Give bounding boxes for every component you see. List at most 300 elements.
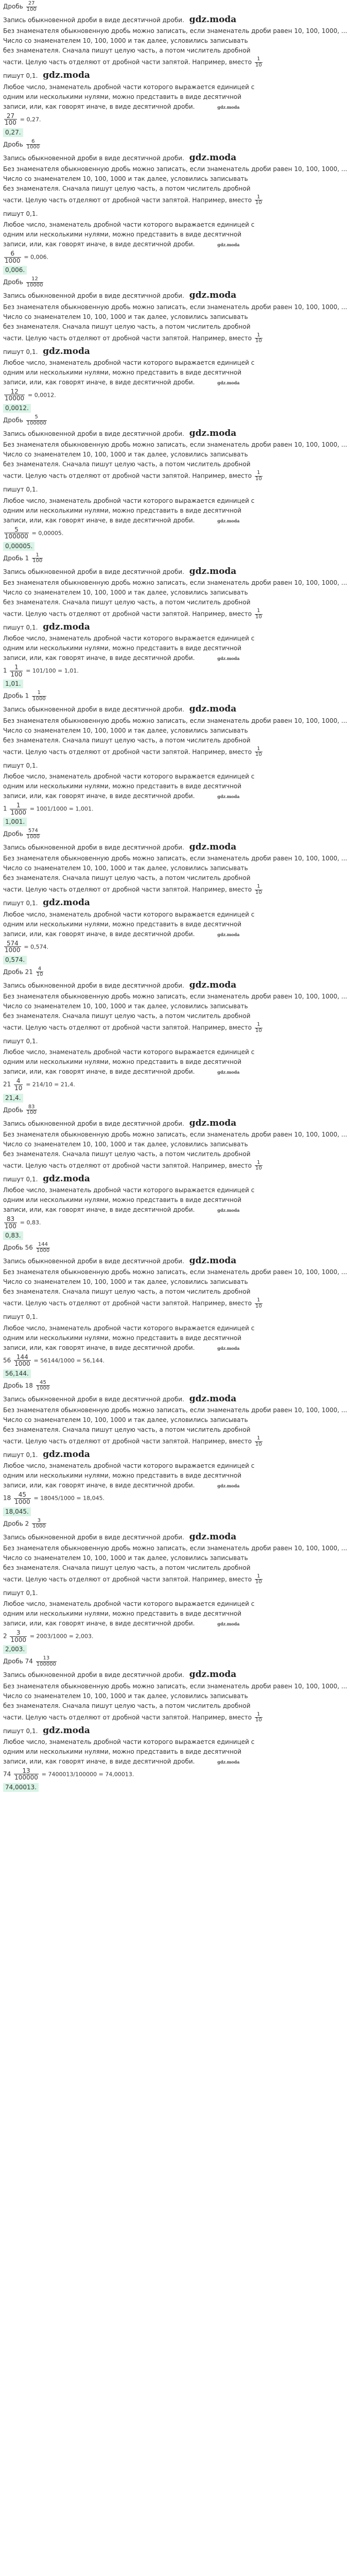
rule-line-5: Любое число, знаменатель дробной части которого выражается единицей с xyxy=(3,1324,255,1332)
fraction-section-4 xyxy=(0,414,350,552)
rule-line-4: пишут 0,1. xyxy=(3,1038,38,1045)
watermark-logo: gdz.moda xyxy=(189,1117,237,1128)
intro-text: Запись обыкновенной дроби в виде десятичной дроби. xyxy=(3,844,184,852)
rule-line-3: части. Целую часть отделяют от дробной части запятой. Например, вместо $\frac{1}{10}$ xyxy=(3,1711,262,1723)
rule-line-5: Любое число, знаменатель дробной части которого выражается единицей с xyxy=(3,1462,255,1470)
equation-result: = 214/10 = 21,4. xyxy=(26,1081,75,1088)
watermark-logo: gdz.moda xyxy=(189,842,237,853)
rule-line-4: пишут 0,1. gdz.moda xyxy=(3,1725,90,1736)
rule-line-7: записи, или, как говорят иначе, в виде десятичной дроби. gdz.moda xyxy=(3,516,240,524)
rule-line-5: Любое число, знаменатель дробной части которого выражается единицей с xyxy=(3,359,255,366)
solution-equation xyxy=(3,1629,350,1644)
equation-whole-part: 1 xyxy=(3,805,7,812)
watermark-small: gdz.moda xyxy=(217,793,240,799)
condition-line: Без знаменателя обыкновенную дробь можно записать, если знаменатель дроби равен 10, 100, 1000, ... xyxy=(3,717,347,724)
rule-line-6: одним или несколькими нулями, можно представить в виде десятичной xyxy=(3,1748,242,1755)
fraction-label: Дробь xyxy=(3,1382,23,1389)
rule-line-7: записи, или, как говорят иначе, в виде десятичной дроби. gdz.moda xyxy=(3,1757,240,1765)
rule-line-7: записи, или, как говорят иначе, в виде десятичной дроби. gdz.moda xyxy=(3,792,240,800)
rule-line-1: Число со знаменателем 10, 100, 1000 и так далее, условились записывать xyxy=(3,726,248,734)
rule-line-4: пишут 0,1. xyxy=(3,210,38,217)
intro-text: Запись обыкновенной дроби в виде десятичной дроби. xyxy=(3,1258,184,1265)
watermark-logo: gdz.moda xyxy=(189,1531,237,1542)
fraction-label-line xyxy=(3,0,350,13)
solution-equation xyxy=(3,939,350,955)
fraction-label-line xyxy=(3,1655,350,1668)
rule-line-6: одним или несколькими нулями, можно представить в виде десятичной xyxy=(3,645,242,652)
rule-line-1: Число со знаменателем 10, 100, 1000 и так далее, условились записывать xyxy=(3,451,248,459)
fraction-label-line xyxy=(3,138,350,151)
answer-value: 1,01. xyxy=(3,680,23,688)
solution-equation xyxy=(3,1215,350,1230)
fraction-section-13 xyxy=(0,1655,350,1793)
rule-line-4: пишут 0,1. gdz.moda xyxy=(3,622,90,632)
rule-line-2: без знаменателя. Сначала пишут целую часть, а потом числитель дробной xyxy=(3,1702,251,1709)
equation-result: = 56144/1000 = 56,144. xyxy=(33,1357,105,1364)
equation-result: = 2003/1000 = 2,003. xyxy=(29,1633,94,1640)
watermark-logo: gdz.moda xyxy=(189,428,237,439)
rule-line-2: без знаменателя. Сначала пишут целую часть, а потом числитель дробной xyxy=(3,1150,251,1158)
rule-line-7: записи, или, как говорят иначе, в виде десятичной дроби. gdz.moda xyxy=(3,1482,240,1489)
fraction-label-line xyxy=(3,1241,350,1255)
fraction-section-12 xyxy=(0,1517,350,1655)
intro-line xyxy=(3,565,350,578)
rule-line-5: Любое число, знаменатель дробной части которого выражается единицей с xyxy=(3,1187,255,1194)
fraction-label: Дробь xyxy=(3,141,23,148)
fraction-display: $\frac{1}{100}$ xyxy=(32,552,43,564)
watermark-logo: gdz.moda xyxy=(189,979,237,990)
answer-value: 0,00005. xyxy=(3,542,34,551)
watermark-small: gdz.moda xyxy=(217,931,240,937)
example-fraction: $\frac{1}{10}$ xyxy=(255,1022,262,1033)
rule-line-3: части. Целую часть отделяют от дробной части запятой. Например, вместо $\frac{1}{10}$ xyxy=(3,194,262,206)
fraction-label-line xyxy=(3,827,350,841)
watermark-logo: gdz.moda xyxy=(189,14,237,25)
solution-equation xyxy=(3,1353,350,1368)
watermark-logo: gdz.moda xyxy=(43,897,90,908)
mixed-whole-part: 1 xyxy=(25,692,29,700)
fraction-section-11 xyxy=(0,1379,350,1517)
answer-value: 2,003. xyxy=(3,1645,27,1654)
fraction-display: $\frac{13}{100000}$ xyxy=(36,1655,56,1667)
intro-text: Запись обыкновенной дроби в виде десятичной дроби. xyxy=(3,154,184,162)
watermark-logo: gdz.moda xyxy=(43,70,90,81)
equation-result: = 0,574. xyxy=(24,943,49,951)
answer-value: 0,83. xyxy=(3,1231,23,1240)
answer-line xyxy=(3,265,350,276)
fraction-display: $\frac{4}{10}$ xyxy=(36,965,43,978)
rule-line-4: пишут 0,1. xyxy=(3,761,38,769)
answer-value: 21,4. xyxy=(3,1094,23,1103)
solution-equation xyxy=(3,801,350,817)
fraction-label-line xyxy=(3,1104,350,1117)
watermark-small: gdz.moda xyxy=(217,1345,240,1351)
equation-fraction: $\frac{6}{1000}$ xyxy=(5,250,21,264)
condition-line: Без знаменателя обыкновенную дробь можно записать, если знаменатель дроби равен 10, 100, 1000, ... xyxy=(3,27,347,35)
fraction-display: $\frac{3}{1000}$ xyxy=(32,1517,46,1530)
fraction-label-line xyxy=(3,1379,350,1393)
intro-line xyxy=(3,13,350,26)
example-fraction: $\frac{1}{10}$ xyxy=(255,1159,262,1172)
answer-value: 74,00013. xyxy=(3,1783,39,1792)
rule-line-6: одним или несколькими нулями, можно представить в виде десятичной xyxy=(3,1610,242,1618)
watermark-logo: gdz.moda xyxy=(189,704,237,715)
rule-line-6: одним или несколькими нулями, можно представить в виде десятичной xyxy=(3,1058,242,1066)
rule-line-1: Число со знаменателем 10, 100, 1000 и так далее, условились записывать xyxy=(3,1278,248,1286)
equation-fraction: $\frac{3}{1000}$ xyxy=(10,1629,27,1643)
example-fraction: $\frac{1}{10}$ xyxy=(255,1573,262,1585)
rule-line-2: без знаменателя. Сначала пишут целую часть, а потом числитель дробной xyxy=(3,323,251,330)
watermark-small: gdz.moda xyxy=(217,1621,240,1627)
rule-line-1: Число со знаменателем 10, 100, 1000 и так далее, условились записывать xyxy=(3,589,248,596)
rule-line-7: записи, или, как говорят иначе, в виде десятичной дроби. gdz.moda xyxy=(3,654,240,662)
condition-line: Без знаменателя обыкновенную дробь можно записать, если знаменатель дроби равен 10, 100, 1000, ... xyxy=(3,303,347,311)
rule-line-1: Число со знаменателем 10, 100, 1000 и так далее, условились записывать xyxy=(3,1554,248,1562)
equation-fraction: $\frac{13}{100000}$ xyxy=(14,1767,38,1782)
fraction-label: Дробь xyxy=(3,1520,23,1528)
rule-line-6: одним или несколькими нулями, можно представить в виде десятичной xyxy=(3,1472,242,1480)
rule-line-7: записи, или, как говорят иначе, в виде десятичной дроби. gdz.moda xyxy=(3,930,240,938)
rule-line-1: Число со знаменателем 10, 100, 1000 и так далее, условились записывать xyxy=(3,175,248,182)
solution-equation xyxy=(3,1767,350,1782)
answer-value: 0,006. xyxy=(3,266,27,275)
example-fraction: $\frac{1}{10}$ xyxy=(255,1297,262,1309)
equation-whole-part: 74 xyxy=(3,1770,11,1778)
rule-line-6: одним или несколькими нулями, можно представить в виде десятичной xyxy=(3,920,242,928)
rule-line-6: одним или несколькими нулями, можно представить в виде десятичной xyxy=(3,93,242,100)
example-fraction: $\frac{1}{10}$ xyxy=(255,884,262,895)
answer-line xyxy=(3,1644,350,1655)
equation-fraction: $\frac{144}{1000}$ xyxy=(14,1353,30,1368)
rule-line-5: Любое число, знаменатель дробной части которого выражается единицей с xyxy=(3,1738,255,1745)
example-fraction: $\frac{1}{10}$ xyxy=(255,1711,262,1723)
answer-line xyxy=(3,817,350,827)
fraction-display: $\frac{83}{100}$ xyxy=(26,1104,37,1115)
fraction-display: $\frac{27}{100}$ xyxy=(26,1,37,12)
intro-text: Запись обыкновенной дроби в виде десятичной дроби. xyxy=(3,568,184,575)
rule-line-1: Число со знаменателем 10, 100, 1000 и так далее, условились записывать xyxy=(3,1416,248,1424)
intro-line xyxy=(3,151,350,164)
equation-fraction: $\frac{1}{100}$ xyxy=(10,664,23,678)
intro-line xyxy=(3,703,350,716)
watermark-small: gdz.moda xyxy=(217,242,240,248)
equation-result: = 101/100 = 1,01. xyxy=(26,667,79,674)
rule-line-3: части. Целую часть отделяют от дробной части запятой. Например, вместо $\frac{1}{10}$ xyxy=(3,745,262,758)
rule-line-7: записи, или, как говорят иначе, в виде десятичной дроби. gdz.moda xyxy=(3,1206,240,1213)
solution-equation xyxy=(3,526,350,541)
answer-value: 0,27. xyxy=(3,128,23,137)
watermark-logo: gdz.moda xyxy=(189,1256,237,1266)
solution-equation xyxy=(3,1077,350,1092)
condition-line: Без знаменателя обыкновенную дробь можно записать, если знаменатель дроби равен 10, 100, 1000, ... xyxy=(3,165,347,173)
condition-line: Без знаменателя обыкновенную дробь можно записать, если знаменатель дроби равен 10, 100, 1000, ... xyxy=(3,1682,347,1690)
answer-line xyxy=(3,1368,350,1379)
answer-line xyxy=(3,127,350,138)
rule-line-1: Число со знаменателем 10, 100, 1000 и так далее, условились записывать xyxy=(3,37,248,45)
rule-line-4: пишут 0,1. xyxy=(3,1313,38,1321)
rule-line-3: части. Целую часть отделяют от дробной части запятой. Например, вместо $\frac{1}{10}$ xyxy=(3,56,262,68)
condition-line: Без знаменателя обыкновенную дробь можно записать, если знаменатель дроби равен 10, 100, 1000, ... xyxy=(3,1130,347,1138)
rule-line-1: Число со знаменателем 10, 100, 1000 и так далее, условились записывать xyxy=(3,865,248,872)
watermark-logo: gdz.moda xyxy=(43,1725,90,1736)
rule-line-2: без знаменателя. Сначала пишут целую часть, а потом числитель дробной xyxy=(3,184,251,192)
answer-line xyxy=(3,541,350,552)
equation-fraction: $\frac{5}{100000}$ xyxy=(5,526,28,540)
example-fraction: $\frac{1}{10}$ xyxy=(255,332,262,344)
fraction-display: $\frac{574}{1000}$ xyxy=(26,828,40,840)
answer-line xyxy=(3,1093,350,1104)
rule-line-6: одним или несколькими нулями, можно представить в виде десятичной xyxy=(3,1196,242,1204)
fraction-label: Дробь xyxy=(3,416,23,424)
rule-line-7: записи, или, как говорят иначе, в виде десятичной дроби. gdz.moda xyxy=(3,241,240,248)
fraction-label-line xyxy=(3,552,350,565)
rule-line-2: без знаменателя. Сначала пишут целую часть, а потом числитель дробной xyxy=(3,736,251,744)
fraction-section-2 xyxy=(0,138,350,276)
watermark-logo: gdz.moda xyxy=(189,1393,237,1404)
watermark-small: gdz.moda xyxy=(217,656,240,662)
intro-text: Запись обыкновенной дроби в виде десятичной дроби. xyxy=(3,1671,184,1679)
watermark-logo: gdz.moda xyxy=(43,622,90,632)
rule-line-7: записи, или, как говорят иначе, в виде десятичной дроби. gdz.moda xyxy=(3,1344,240,1351)
answer-line xyxy=(3,1782,350,1793)
example-fraction: $\frac{1}{10}$ xyxy=(255,608,262,620)
example-fraction: $\frac{1}{10}$ xyxy=(255,194,262,206)
example-fraction: $\frac{1}{10}$ xyxy=(255,1435,262,1447)
fraction-label: Дробь xyxy=(3,278,23,286)
mixed-whole-part: 2 xyxy=(25,1520,29,1528)
intro-text: Запись обыкновенной дроби в виде десятичной дроби. xyxy=(3,16,184,24)
watermark-logo: gdz.moda xyxy=(43,1449,90,1460)
rule-line-2: без знаменателя. Сначала пишут целую часть, а потом числитель дробной xyxy=(3,1426,251,1434)
rule-line-3: части. Целую часть отделяют от дробной части запятой. Например, вместо $\frac{1}{10}$ xyxy=(3,332,262,344)
condition-line: Без знаменателя обыкновенную дробь можно записать, если знаменатель дроби равен 10, 100, 1000, ... xyxy=(3,579,347,586)
rule-line-7: записи, или, как говорят иначе, в виде десятичной дроби. gdz.moda xyxy=(3,1068,240,1076)
answer-value: 0,0012. xyxy=(3,404,31,413)
rule-line-5: Любое число, знаменатель дробной части которого выражается единицей с xyxy=(3,83,255,91)
equation-result: = 1001/1000 = 1,001. xyxy=(29,805,94,812)
example-fraction: $\frac{1}{10}$ xyxy=(255,745,262,758)
rule-line-2: без знаменателя. Сначала пишут целую часть, а потом числитель дробной xyxy=(3,874,251,882)
rule-line-1: Число со знаменателем 10, 100, 1000 и так далее, условились записывать xyxy=(3,1140,248,1148)
intro-line xyxy=(3,1393,350,1405)
rule-line-7: записи, или, как говорят иначе, в виде десятичной дроби. gdz.moda xyxy=(3,1620,240,1628)
equation-result: = 18045/1000 = 18,045. xyxy=(33,1495,105,1502)
equation-result: = 0,83. xyxy=(20,1219,41,1226)
rule-line-4: пишут 0,1. gdz.moda xyxy=(3,1173,90,1184)
rule-line-5: Любое число, знаменатель дробной части которого выражается единицей с xyxy=(3,497,255,504)
intro-line xyxy=(3,289,350,302)
fraction-label: Дробь xyxy=(3,1657,23,1665)
fraction-section-8 xyxy=(0,965,350,1104)
rule-line-6: одним или несколькими нулями, можно представить в виде десятичной xyxy=(3,506,242,514)
rule-line-2: без знаменателя. Сначала пишут целую часть, а потом числитель дробной xyxy=(3,461,251,468)
mixed-whole-part: 21 xyxy=(25,968,33,976)
rule-line-3: части. Целую часть отделяют от дробной части запятой. Например, вместо $\frac{1}{10}$ xyxy=(3,1573,262,1585)
answer-line xyxy=(3,403,350,414)
equation-whole-part: 18 xyxy=(3,1494,11,1502)
rule-line-6: одним или несколькими нулями, можно представить в виде десятичной xyxy=(3,368,242,376)
mixed-whole-part: 1 xyxy=(25,554,29,562)
example-fraction: $\frac{1}{10}$ xyxy=(255,470,262,482)
fraction-section-3 xyxy=(0,276,350,414)
watermark-small: gdz.moda xyxy=(217,518,240,523)
rule-line-5: Любое число, знаменатель дробной части которого выражается единицей с xyxy=(3,221,255,229)
condition-line: Без знаменателя обыкновенную дробь можно записать, если знаменатель дроби равен 10, 100, 1000, ... xyxy=(3,1406,347,1414)
fraction-label-line xyxy=(3,276,350,289)
intro-line xyxy=(3,841,350,854)
watermark-small: gdz.moda xyxy=(217,380,240,385)
equation-result: = 0,006. xyxy=(24,253,49,261)
answer-line xyxy=(3,955,350,965)
watermark-logo: gdz.moda xyxy=(189,290,237,301)
rule-line-1: Число со знаменателем 10, 100, 1000 и так далее, условились записывать xyxy=(3,313,248,320)
fraction-section-5 xyxy=(0,552,350,690)
watermark-logo: gdz.moda xyxy=(189,566,237,577)
fraction-section-10 xyxy=(0,1241,350,1379)
solution-equation xyxy=(3,112,350,127)
fraction-display: $\frac{144}{1000}$ xyxy=(36,1242,50,1253)
rule-line-7: записи, или, как говорят иначе, в виде десятичной дроби. gdz.moda xyxy=(3,378,240,386)
watermark-logo: gdz.moda xyxy=(189,1669,237,1680)
equation-fraction: $\frac{574}{1000}$ xyxy=(5,939,21,954)
rule-line-6: одним или несколькими нулями, можно представить в виде десятичной xyxy=(3,231,242,239)
watermark-logo: gdz.moda xyxy=(189,152,237,163)
fraction-display: $\frac{12}{10000}$ xyxy=(26,276,43,288)
fraction-label: Дробь xyxy=(3,1244,23,1251)
rule-line-4: пишут 0,1. xyxy=(3,486,38,494)
intro-text: Запись обыкновенной дроби в виде десятичной дроби. xyxy=(3,981,184,989)
equation-result: = 0,0012. xyxy=(28,392,56,399)
fraction-display: $\frac{5}{100000}$ xyxy=(26,414,46,426)
intro-line xyxy=(3,1531,350,1544)
answer-line xyxy=(3,1230,350,1241)
fraction-label: Дробь xyxy=(3,830,23,838)
equation-fraction: $\frac{83}{100}$ xyxy=(5,1215,16,1230)
equation-fraction: $\frac{27}{100}$ xyxy=(5,112,16,127)
equation-whole-part: 1 xyxy=(3,667,7,674)
fraction-display: $\frac{45}{1000}$ xyxy=(36,1379,50,1392)
condition-line: Без знаменателя обыкновенную дробь можно записать, если знаменатель дроби равен 10, 100, 1000, ... xyxy=(3,1268,347,1276)
rule-line-6: одним или несколькими нулями, можно представить в виде десятичной xyxy=(3,782,242,790)
answer-value: 0,574. xyxy=(3,956,27,964)
mixed-whole-part: 18 xyxy=(25,1382,33,1389)
rule-line-4: пишут 0,1. xyxy=(3,1589,38,1597)
watermark-small: gdz.moda xyxy=(217,1070,240,1075)
answer-value: 1,001. xyxy=(3,818,27,826)
example-fraction: $\frac{1}{10}$ xyxy=(255,56,262,68)
rule-line-4: пишут 0,1. gdz.moda xyxy=(3,897,90,908)
rule-line-4: пишут 0,1. gdz.moda xyxy=(3,346,90,357)
rule-line-1: Число со знаменателем 10, 100, 1000 и так далее, условились записывать xyxy=(3,1003,248,1010)
fraction-label: Дробь xyxy=(3,968,23,976)
rule-line-3: части. Целую часть отделяют от дробной части запятой. Например, вместо $\frac{1}{10}$ xyxy=(3,1159,262,1172)
rule-line-3: части. Целую часть отделяют от дробной части запятой. Например, вместо $\frac{1}{10}$ xyxy=(3,1435,262,1447)
equation-whole-part: 56 xyxy=(3,1357,11,1364)
rule-line-4: пишут 0,1. gdz.moda xyxy=(3,70,90,81)
equation-fraction: $\frac{12}{10000}$ xyxy=(5,387,25,402)
intro-line xyxy=(3,979,350,992)
fraction-label-line xyxy=(3,414,350,427)
equation-fraction: $\frac{1}{1000}$ xyxy=(10,801,27,816)
fraction-label-line xyxy=(3,965,350,979)
fraction-label-line xyxy=(3,689,350,703)
rule-line-3: части. Целую часть отделяют от дробной части запятой. Например, вместо $\frac{1}{10}$ xyxy=(3,1297,262,1309)
fraction-display: $\frac{6}{1000}$ xyxy=(26,138,40,150)
solution-equation xyxy=(3,387,350,403)
fraction-label: Дробь xyxy=(3,3,23,10)
solution-equation xyxy=(3,249,350,265)
fraction-label: Дробь xyxy=(3,692,23,700)
fraction-label-line xyxy=(3,1517,350,1531)
intro-line xyxy=(3,427,350,440)
intro-text: Запись обыкновенной дроби в виде десятичной дроби. xyxy=(3,1120,184,1127)
rule-line-5: Любое число, знаменатель дробной части которого выражается единицей с xyxy=(3,772,255,780)
watermark-small: gdz.moda xyxy=(217,1759,240,1765)
intro-line xyxy=(3,1668,350,1681)
mixed-whole-part: 74 xyxy=(25,1657,33,1665)
condition-line: Без знаменателя обыкновенную дробь можно записать, если знаменатель дроби равен 10, 100, 1000, ... xyxy=(3,1544,347,1552)
rule-line-5: Любое число, знаменатель дробной части которого выражается единицей с xyxy=(3,1048,255,1056)
mixed-whole-part: 56 xyxy=(25,1244,33,1251)
solution-equation xyxy=(3,1490,350,1506)
condition-line: Без знаменателя обыкновенную дробь можно записать, если знаменатель дроби равен 10, 100, 1000, ... xyxy=(3,993,347,1001)
rule-line-4: пишут 0,1. gdz.moda xyxy=(3,1449,90,1460)
rule-line-1: Число со знаменателем 10, 100, 1000 и так далее, условились записывать xyxy=(3,1692,248,1700)
watermark-logo: gdz.moda xyxy=(43,1173,90,1184)
intro-text: Запись обыкновенной дроби в виде десятичной дроби. xyxy=(3,1395,184,1403)
answer-value: 56,144. xyxy=(3,1369,31,1378)
watermark-small: gdz.moda xyxy=(217,1483,240,1489)
intro-text: Запись обыкновенной дроби в виде десятичной дроби. xyxy=(3,430,184,438)
equation-whole-part: 21 xyxy=(3,1080,11,1088)
equation-fraction: $\frac{45}{1000}$ xyxy=(14,1491,30,1505)
rule-line-3: части. Целую часть отделяют от дробной части запятой. Например, вместо $\frac{1}{10}$ xyxy=(3,884,262,895)
answer-line xyxy=(3,1506,350,1517)
rule-line-3: части. Целую часть отделяют от дробной части запятой. Например, вместо $\frac{1}{10}$ xyxy=(3,470,262,482)
solution-equation xyxy=(3,663,350,679)
rule-line-2: без знаменателя. Сначала пишут целую часть, а потом числитель дробной xyxy=(3,1288,251,1296)
rule-line-3: части. Целую часть отделяют от дробной части запятой. Например, вместо $\frac{1}{10}$ xyxy=(3,1022,262,1033)
rule-line-2: без знаменателя. Сначала пишут целую часть, а потом числитель дробной xyxy=(3,1564,251,1571)
equation-result: = 7400013/100000 = 74,00013. xyxy=(41,1771,134,1778)
fraction-section-6 xyxy=(0,689,350,827)
rule-line-2: без знаменателя. Сначала пишут целую часть, а потом числитель дробной xyxy=(3,599,251,606)
fraction-display: $\frac{1}{1000}$ xyxy=(32,690,46,702)
equation-result: = 0,27. xyxy=(20,116,41,123)
answer-value: 18,045. xyxy=(3,1507,31,1516)
equation-whole-part: 2 xyxy=(3,1632,7,1640)
intro-text: Запись обыкновенной дроби в виде десятичной дроби. xyxy=(3,706,184,714)
equation-result: = 0,00005. xyxy=(31,530,64,537)
condition-line: Без знаменателя обыкновенную дробь можно записать, если знаменатель дроби равен 10, 100, 1000, ... xyxy=(3,441,347,449)
fraction-section-7 xyxy=(0,827,350,965)
fraction-section-1 xyxy=(0,0,350,138)
intro-line xyxy=(3,1117,350,1130)
intro-text: Запись обыкновенной дроби в виде десятичной дроби. xyxy=(3,1533,184,1541)
fraction-label: Дробь xyxy=(3,554,23,562)
fraction-section-9 xyxy=(0,1104,350,1242)
fraction-label: Дробь xyxy=(3,1106,23,1113)
rule-line-5: Любое число, знаменатель дробной части которого выражается единицей с xyxy=(3,910,255,918)
rule-line-5: Любое число, знаменатель дробной части которого выражается единицей с xyxy=(3,1600,255,1608)
watermark-small: gdz.moda xyxy=(217,1208,240,1213)
condition-line: Без знаменателя обыкновенную дробь можно записать, если знаменатель дроби равен 10, 100, 1000, ... xyxy=(3,855,347,862)
watermark-logo: gdz.moda xyxy=(43,346,90,357)
rule-line-2: без знаменателя. Сначала пишут целую часть, а потом числитель дробной xyxy=(3,1012,251,1020)
answer-line xyxy=(3,679,350,689)
equation-fraction: $\frac{4}{10}$ xyxy=(14,1077,23,1092)
intro-line xyxy=(3,1255,350,1267)
